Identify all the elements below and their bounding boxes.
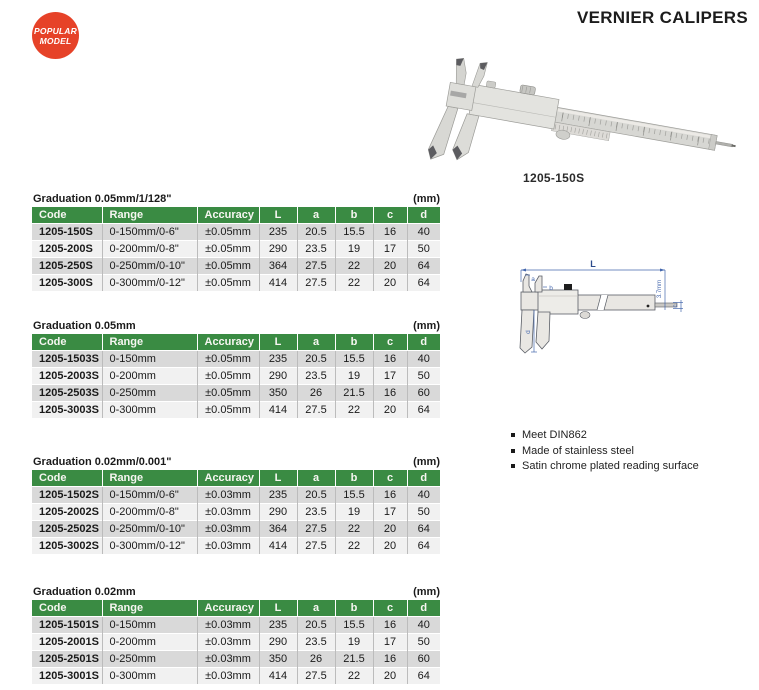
column-header: b bbox=[335, 470, 373, 487]
header-row bbox=[32, 470, 440, 487]
table-cell: 1205-1501S bbox=[39, 619, 99, 631]
table-cell: 235 bbox=[259, 617, 297, 634]
table-cell: 16 bbox=[373, 385, 407, 402]
table-unit: (mm) bbox=[413, 193, 440, 205]
page-title: VERNIER CALIPERS bbox=[576, 8, 748, 27]
column-header: L bbox=[259, 470, 297, 487]
table-cell: ±0.03mm bbox=[197, 487, 259, 504]
badge-line-1: POPULAR bbox=[34, 26, 77, 36]
spec-table-section-2 bbox=[32, 320, 440, 418]
column-header: b bbox=[335, 207, 373, 224]
table-cell: 0-250mm/0-10" bbox=[102, 258, 197, 275]
feature-item bbox=[511, 429, 699, 442]
table-cell: 1205-200S bbox=[39, 243, 93, 255]
table-cell: 64 bbox=[407, 538, 440, 555]
column-header: a bbox=[297, 207, 335, 224]
table-cell: 64 bbox=[407, 521, 440, 538]
column-header: Code bbox=[32, 207, 102, 224]
table-cell: 27.5 bbox=[297, 258, 335, 275]
column-header: Range bbox=[102, 470, 197, 487]
table-cell: 60 bbox=[407, 385, 440, 402]
column-header: a bbox=[297, 334, 335, 351]
column-header: c bbox=[373, 334, 407, 351]
product-photo bbox=[428, 54, 746, 179]
table-cell: 19 bbox=[335, 368, 373, 385]
column-header: Range bbox=[102, 600, 197, 617]
table-cell: 350 bbox=[259, 651, 297, 668]
table-cell: ±0.05mm bbox=[197, 368, 259, 385]
table-title: Graduation 0.02mm bbox=[33, 586, 136, 598]
table-cell: 0-300mm/0-12" bbox=[102, 538, 197, 555]
table-cell: ±0.03mm bbox=[197, 634, 259, 651]
popular-model-badge bbox=[32, 12, 79, 59]
table-cell: ±0.03mm bbox=[197, 538, 259, 555]
column-header: c bbox=[373, 207, 407, 224]
table-cell: 23.5 bbox=[297, 368, 335, 385]
spec-table-section-3 bbox=[32, 456, 440, 554]
diagram-label-length: L bbox=[590, 259, 596, 269]
table-row bbox=[32, 402, 440, 419]
feature-text: Meet DIN862 bbox=[522, 429, 587, 441]
table-cell: 40 bbox=[407, 224, 440, 241]
table-cell: 26 bbox=[297, 385, 335, 402]
table-cell: 23.5 bbox=[297, 634, 335, 651]
table-cell: 0-200mm bbox=[102, 368, 197, 385]
table-cell: 20 bbox=[373, 275, 407, 292]
header-row bbox=[32, 600, 440, 617]
bullet-square-icon bbox=[511, 433, 515, 437]
table-cell: 0-200mm bbox=[102, 634, 197, 651]
caliper-photo-illustration bbox=[428, 54, 746, 179]
table-cell: 1205-2501S bbox=[39, 653, 99, 665]
table-cell: 20.5 bbox=[297, 224, 335, 241]
table-cell: ±0.03mm bbox=[197, 521, 259, 538]
table-cell: 1205-3003S bbox=[39, 404, 99, 416]
table-cell: 16 bbox=[373, 351, 407, 368]
table-cell: 1205-3001S bbox=[39, 670, 99, 682]
column-header: Range bbox=[102, 334, 197, 351]
table-row bbox=[32, 521, 440, 538]
column-header: Code bbox=[32, 470, 102, 487]
table-cell: 20 bbox=[373, 258, 407, 275]
table-cell: ±0.05mm bbox=[197, 241, 259, 258]
column-header: Code bbox=[32, 334, 102, 351]
column-header: b bbox=[335, 600, 373, 617]
table-cell: 15.5 bbox=[335, 224, 373, 241]
table-cell: 1205-1503S bbox=[39, 353, 99, 365]
table-row bbox=[32, 634, 440, 651]
table-cell: 0-200mm/0-8" bbox=[102, 504, 197, 521]
column-header: b bbox=[335, 334, 373, 351]
table-cell: 1205-2003S bbox=[39, 370, 99, 382]
table-cell: 20 bbox=[373, 402, 407, 419]
features-list bbox=[511, 429, 699, 476]
table-cell: 20.5 bbox=[297, 351, 335, 368]
table-cell: 0-150mm/0-6" bbox=[102, 487, 197, 504]
spec-table bbox=[32, 334, 440, 418]
table-row bbox=[32, 224, 440, 241]
table-row bbox=[32, 487, 440, 504]
table-cell: 0-250mm bbox=[102, 651, 197, 668]
table-cell: 20 bbox=[373, 668, 407, 685]
table-cell: 50 bbox=[407, 634, 440, 651]
table-cell: 1205-2002S bbox=[39, 506, 99, 518]
table-row bbox=[32, 241, 440, 258]
table-cell: ±0.03mm bbox=[197, 651, 259, 668]
table-cell: 17 bbox=[373, 634, 407, 651]
table-unit: (mm) bbox=[413, 320, 440, 332]
diagram-label-d: d bbox=[525, 330, 532, 334]
table-row bbox=[32, 651, 440, 668]
table-cell: 15.5 bbox=[335, 617, 373, 634]
table-cell: 40 bbox=[407, 351, 440, 368]
column-header: L bbox=[259, 334, 297, 351]
table-cell: 0-200mm/0-8" bbox=[102, 241, 197, 258]
table-cell: 22 bbox=[335, 258, 373, 275]
table-row bbox=[32, 368, 440, 385]
table-row bbox=[32, 275, 440, 292]
table-cell: 0-150mm bbox=[102, 617, 197, 634]
table-cell: 27.5 bbox=[297, 275, 335, 292]
feature-text: Satin chrome plated reading surface bbox=[522, 460, 699, 472]
table-cell: 19 bbox=[335, 634, 373, 651]
table-cell: 1205-2502S bbox=[39, 523, 99, 535]
spec-table bbox=[32, 470, 440, 554]
column-header: c bbox=[373, 600, 407, 617]
column-header: d bbox=[407, 600, 440, 617]
spec-table bbox=[32, 207, 440, 291]
table-row bbox=[32, 504, 440, 521]
table-cell: 364 bbox=[259, 258, 297, 275]
table-cell: 64 bbox=[407, 668, 440, 685]
dimension-diagram bbox=[505, 256, 705, 366]
table-cell: 1205-2503S bbox=[39, 387, 99, 399]
table-cell: 414 bbox=[259, 538, 297, 555]
table-cell: 17 bbox=[373, 241, 407, 258]
feature-item bbox=[511, 460, 699, 473]
table-cell: 16 bbox=[373, 651, 407, 668]
table-cell: 64 bbox=[407, 258, 440, 275]
table-cell: 290 bbox=[259, 504, 297, 521]
table-title: Graduation 0.05mm bbox=[33, 320, 136, 332]
table-cell: ±0.05mm bbox=[197, 402, 259, 419]
table-cell: 1205-3002S bbox=[39, 540, 99, 552]
table-cell: 15.5 bbox=[335, 487, 373, 504]
feature-text: Made of stainless steel bbox=[522, 444, 634, 457]
table-row bbox=[32, 538, 440, 555]
table-cell: 1205-150S bbox=[39, 226, 93, 238]
bullet-square-icon bbox=[511, 464, 515, 468]
table-row bbox=[32, 668, 440, 685]
table-row bbox=[32, 385, 440, 402]
table-row bbox=[32, 258, 440, 275]
table-cell: 22 bbox=[335, 521, 373, 538]
diagram-label-beam-height: 3.7mm bbox=[657, 279, 663, 299]
column-header: L bbox=[259, 207, 297, 224]
table-cell: 1205-2001S bbox=[39, 636, 99, 648]
table-cell: 64 bbox=[407, 275, 440, 292]
column-header: a bbox=[297, 470, 335, 487]
table-cell: ±0.05mm bbox=[197, 258, 259, 275]
diagram-label-a: a bbox=[531, 276, 535, 283]
table-cell: 20.5 bbox=[297, 617, 335, 634]
table-cell: 0-300mm bbox=[102, 668, 197, 685]
table-cell: 1205-300S bbox=[39, 277, 93, 289]
table-cell: 0-150mm/0-6" bbox=[102, 224, 197, 241]
table-cell: ±0.05mm bbox=[197, 385, 259, 402]
table-cell: 22 bbox=[335, 668, 373, 685]
table-cell: ±0.03mm bbox=[197, 617, 259, 634]
table-cell: ±0.03mm bbox=[197, 668, 259, 685]
table-cell: 350 bbox=[259, 385, 297, 402]
table-cell: 364 bbox=[259, 521, 297, 538]
table-cell: 27.5 bbox=[297, 402, 335, 419]
table-cell: 22 bbox=[335, 538, 373, 555]
column-header: Accuracy bbox=[197, 207, 259, 224]
table-cell: 414 bbox=[259, 402, 297, 419]
column-header: L bbox=[259, 600, 297, 617]
table-cell: 290 bbox=[259, 368, 297, 385]
table-cell: 20 bbox=[373, 521, 407, 538]
table-cell: 64 bbox=[407, 402, 440, 419]
table-cell: 1205-1502S bbox=[39, 489, 99, 501]
table-cell: ±0.05mm bbox=[197, 224, 259, 241]
table-cell: 0-150mm bbox=[102, 351, 197, 368]
column-header: a bbox=[297, 600, 335, 617]
bullet-square-icon bbox=[511, 449, 515, 453]
table-cell: 0-300mm bbox=[102, 402, 197, 419]
diagram-label-c: c bbox=[672, 304, 679, 308]
table-cell: 16 bbox=[373, 487, 407, 504]
spec-table-section-4 bbox=[32, 586, 440, 684]
table-title: Graduation 0.05mm/1/128" bbox=[33, 193, 172, 205]
column-header: d bbox=[407, 207, 440, 224]
product-caption: 1205-150S bbox=[523, 171, 585, 185]
caliper-dimension-drawing bbox=[505, 256, 705, 366]
table-cell: 20 bbox=[373, 538, 407, 555]
table-cell: 60 bbox=[407, 651, 440, 668]
table-cell: 50 bbox=[407, 504, 440, 521]
table-cell: 290 bbox=[259, 241, 297, 258]
column-header: Code bbox=[32, 600, 102, 617]
diagram-label-b: b bbox=[549, 285, 553, 292]
table-cell: 0-250mm/0-10" bbox=[102, 521, 197, 538]
table-cell: 40 bbox=[407, 617, 440, 634]
table-cell: 23.5 bbox=[297, 504, 335, 521]
table-cell: 21.5 bbox=[335, 385, 373, 402]
column-header: Accuracy bbox=[197, 600, 259, 617]
table-row bbox=[32, 351, 440, 368]
column-header: d bbox=[407, 334, 440, 351]
table-cell: 27.5 bbox=[297, 521, 335, 538]
table-cell: ±0.05mm bbox=[197, 351, 259, 368]
column-header: Accuracy bbox=[197, 470, 259, 487]
table-cell: 414 bbox=[259, 275, 297, 292]
table-cell: ±0.03mm bbox=[197, 504, 259, 521]
table-unit: (mm) bbox=[413, 456, 440, 468]
header-row bbox=[32, 334, 440, 351]
table-cell: 50 bbox=[407, 241, 440, 258]
table-cell: 21.5 bbox=[335, 651, 373, 668]
table-cell: 27.5 bbox=[297, 668, 335, 685]
table-cell: 16 bbox=[373, 617, 407, 634]
column-header: Range bbox=[102, 207, 197, 224]
table-cell: 40 bbox=[407, 487, 440, 504]
table-cell: 20.5 bbox=[297, 487, 335, 504]
table-cell: 235 bbox=[259, 487, 297, 504]
table-cell: 19 bbox=[335, 504, 373, 521]
table-cell: 16 bbox=[373, 224, 407, 241]
table-cell: 15.5 bbox=[335, 351, 373, 368]
table-row bbox=[32, 617, 440, 634]
table-cell: 1205-250S bbox=[39, 260, 93, 272]
column-header: Accuracy bbox=[197, 334, 259, 351]
table-cell: 23.5 bbox=[297, 241, 335, 258]
header-row bbox=[32, 207, 440, 224]
spec-table-section-1 bbox=[32, 193, 440, 291]
column-header: d bbox=[407, 470, 440, 487]
table-cell: 290 bbox=[259, 634, 297, 651]
table-cell: 0-250mm bbox=[102, 385, 197, 402]
column-header: c bbox=[373, 470, 407, 487]
table-cell: ±0.05mm bbox=[197, 275, 259, 292]
badge-line-2: MODEL bbox=[39, 36, 72, 46]
table-unit: (mm) bbox=[413, 586, 440, 598]
table-cell: 27.5 bbox=[297, 538, 335, 555]
table-cell: 414 bbox=[259, 668, 297, 685]
table-cell: 19 bbox=[335, 241, 373, 258]
table-title: Graduation 0.02mm/0.001" bbox=[33, 456, 172, 468]
table-cell: 0-300mm/0-12" bbox=[102, 275, 197, 292]
table-cell: 26 bbox=[297, 651, 335, 668]
table-cell: 235 bbox=[259, 224, 297, 241]
table-cell: 50 bbox=[407, 368, 440, 385]
table-cell: 235 bbox=[259, 351, 297, 368]
feature-item bbox=[511, 445, 699, 458]
table-cell: 22 bbox=[335, 275, 373, 292]
spec-table bbox=[32, 600, 440, 684]
table-cell: 22 bbox=[335, 402, 373, 419]
table-cell: 17 bbox=[373, 504, 407, 521]
table-cell: 17 bbox=[373, 368, 407, 385]
